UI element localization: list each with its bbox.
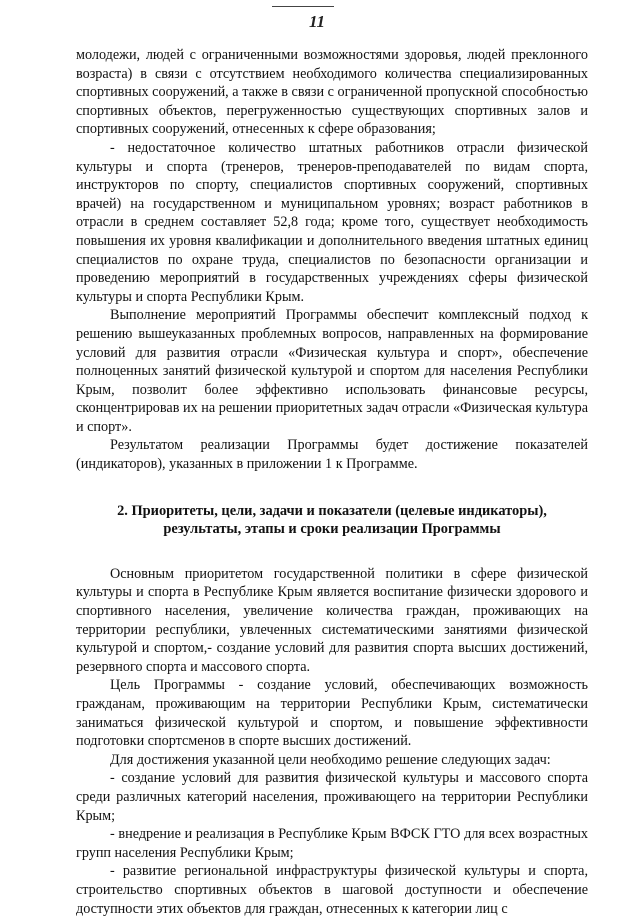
page-number: 11 (309, 12, 326, 31)
paragraph-goal: Цель Программы - создание условий, обеспечивающих возможность гражданам, проживающим на территории Республики Крым, систематически заниматься физической культурой и спортом, и повышение эффективности подготовки спортсменов в спорте высших достижений. (76, 677, 588, 750)
paragraph-task-1: - создание условий для развития физической культуры и массового спорта среди различных категорий населения, проживающего на территории Республики Крым; (76, 770, 588, 824)
paragraph-continuation: молодежи, людей с ограниченными возможностями здоровья, людей преклонного возраста) в связи с отсутствием необходимого количества специализированных спортивных сооружений, а также в связи с ограниченной пропускной способностью спортивных объектов, перегруженностью существующих спортивных залов и спортивных сооружений, отнесенных к сфере образования; (76, 47, 588, 138)
document-body (76, 46, 588, 918)
paragraph-tasks-intro: Для достижения указанной цели необходимо решение следующих задач: (110, 751, 551, 768)
paragraph-task-3: - развитие региональной инфраструктуры физической культуры и спорта, строительство спортивных объектов в шаговой доступности и обеспечение доступности этих объектов для граждан, отнесенных к категории лиц с (76, 863, 588, 917)
paragraph-priority: Основным приоритетом государственной политики в сфере физической культуры и спорта в Республике Крым является воспитание физически здорового и спортивного населения, увеличение количества граждан, проживающих на территории республики, увлеченных систематическими занятиями физической культурой и спортом,- создание условий для развития спорта высших достижений, резервного спорта и массового спорта. (76, 565, 588, 675)
paragraph-program-result: Результатом реализации Программы будет достижение показателей (индикаторов), указанных в приложении 1 к Программе. (76, 437, 588, 473)
section-heading: 2. Приоритеты, цели, задачи и показатели (целевые индикаторы), результаты, этапы и сроки реализации Программы (117, 502, 547, 538)
header-rule (272, 6, 334, 7)
paragraph-task-2: - внедрение и реализация в Республике Крым ВФСК ГТО для всех возрастных групп населения Республики Крым; (76, 826, 588, 861)
paragraph-program-activities: Выполнение мероприятий Программы обеспечит комплексный подход к решению вышеуказанных проблемных вопросов, направленных на формирование условий для развития отрасли «Физическая культура и спорт», обеспечение полноценных занятий физической культурой и спортом для населения Республики Крым, позволит более эффективно использовать финансовые ресурсы, сконцентрировав их на решении приоритетных задач отрасли «Физическая культура и спорт». (76, 307, 588, 435)
paragraph-staff-shortage: - недостаточное количество штатных работников отрасли физической культуры и спорта (тренеров, тренеров-преподавателей по видам спорта, инструкторов по спорту, специалистов спортивных сооружений, спортивных врачей) на государственном и муниципальном уровнях; возраст работников в отрасли в среднем составляет 52,8 года; кроме того, существует необходимость повышения их уровня квалификации и дополнительного введения штатных единиц специалистов по охране труда, специалистов по безопасности организации и проведению мероприятий в государственных учреждениях сферы физической культуры и спорта Республики Крым. (76, 139, 588, 305)
